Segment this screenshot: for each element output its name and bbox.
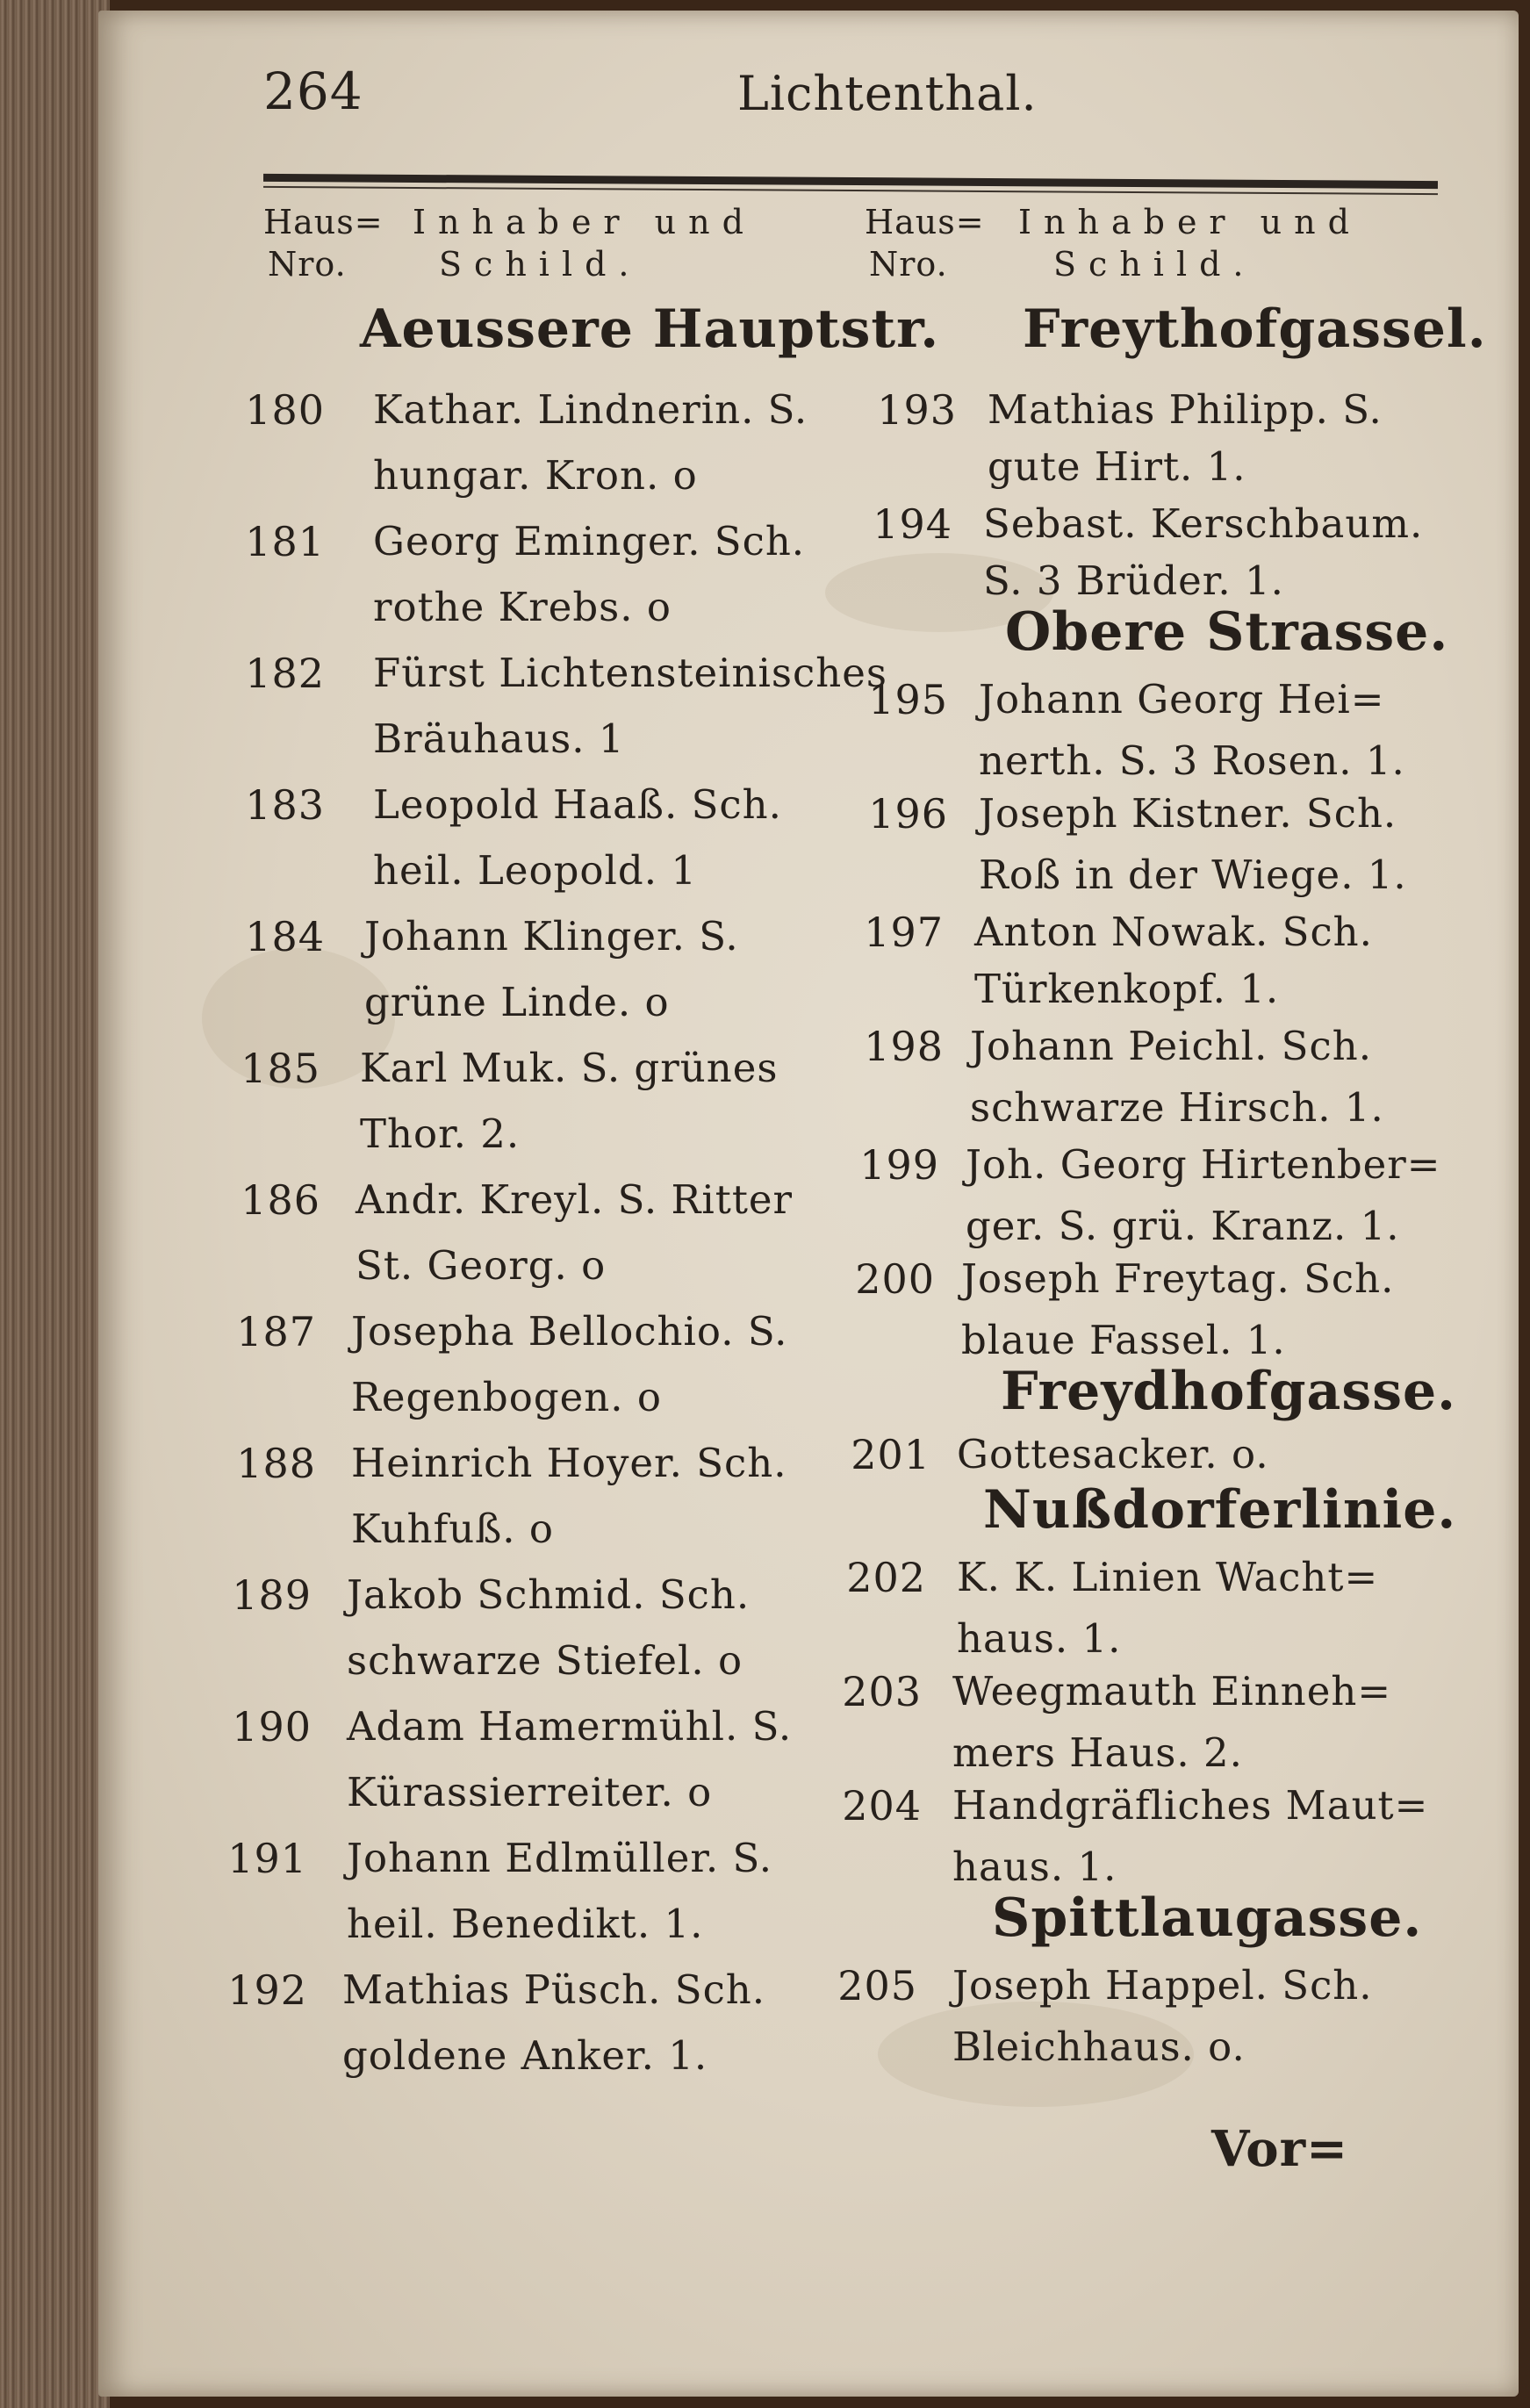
entry-line: Weegmauth Einneh= <box>952 1668 1392 1714</box>
column-header-inhaber: Inhaber und <box>1018 203 1361 241</box>
entry-line: Mathias Püsch. Sch. <box>342 1966 766 2013</box>
house-number: 185 <box>241 1045 320 1092</box>
entry-line: heil. Benedikt. 1. <box>347 1901 704 1947</box>
section-title: Aeussere Hauptstr. <box>360 298 940 360</box>
house-number: 199 <box>859 1141 939 1189</box>
entry-line: Joh. Georg Hirtenber= <box>966 1141 1441 1188</box>
catchword: Vor= <box>1211 2120 1349 2178</box>
entry-line: Josepha Bellochio. S. <box>351 1308 788 1355</box>
house-number: 190 <box>232 1703 312 1750</box>
entry-line: St. Georg. o <box>356 1242 607 1289</box>
entry-line: blaue Fassel. 1. <box>961 1317 1286 1363</box>
house-number: 203 <box>842 1668 922 1715</box>
entry-line: Joseph Freytag. Sch. <box>961 1255 1395 1302</box>
entry-line: Johann Klinger. S. <box>364 913 739 960</box>
page-block-edge <box>0 0 110 2408</box>
entry-line: Bräuhaus. 1 <box>373 715 625 762</box>
entry-line: rothe Krebs. o <box>373 584 672 630</box>
entry-line: Roß in der Wiege. 1. <box>979 852 1407 898</box>
entry-line: Thor. 2. <box>360 1111 521 1157</box>
entry-line: Adam Hamermühl. S. <box>347 1703 793 1750</box>
page-number: 264 <box>263 61 363 121</box>
house-number: 181 <box>245 518 325 565</box>
house-number: 182 <box>245 650 325 697</box>
entry-line: Anton Nowak. Sch. <box>974 909 1373 955</box>
entry-line: Johann Edlmüller. S. <box>347 1835 773 1881</box>
entry-line: Bleichhaus. o. <box>952 2023 1246 2070</box>
house-number: 187 <box>236 1308 316 1355</box>
section-title: Obere Strasse. <box>1005 601 1449 663</box>
entry-line: Kuhfuß. o <box>351 1506 554 1552</box>
entry-line: hungar. Kron. o <box>373 452 698 499</box>
house-number: 198 <box>864 1023 944 1070</box>
entry-line: S. 3 Brüder. 1. <box>983 557 1284 604</box>
house-number: 191 <box>227 1835 307 1882</box>
house-number: 197 <box>864 909 944 956</box>
house-number: 196 <box>868 790 948 837</box>
entry-line: haus. 1. <box>952 1844 1117 1890</box>
house-number: 183 <box>245 781 325 829</box>
entry-line: Joseph Kistner. Sch. <box>979 790 1397 837</box>
entry-line: Handgräfliches Maut= <box>952 1782 1429 1829</box>
house-number: 205 <box>837 1962 917 2009</box>
house-number: 180 <box>245 386 325 434</box>
entry-line: Johann Georg Hei= <box>979 676 1385 722</box>
section-title: Spittlaugasse. <box>992 1887 1423 1949</box>
house-number: 200 <box>855 1255 935 1303</box>
column-header-haus: Haus= <box>865 203 985 241</box>
entry-line: ger. S. grü. Kranz. 1. <box>966 1203 1400 1249</box>
entry-line: Jakob Schmid. Sch. <box>347 1571 751 1618</box>
entry-line: mers Haus. 2. <box>952 1729 1243 1776</box>
section-title: Nußdorferlinie. <box>983 1479 1457 1541</box>
house-number: 184 <box>245 913 325 960</box>
entry-line: Kürassierreiter. o <box>347 1769 713 1815</box>
entry-line: Joseph Happel. Sch. <box>952 1962 1373 2009</box>
entry-line: Georg Eminger. Sch. <box>373 518 806 564</box>
house-number: 193 <box>877 386 957 434</box>
house-number: 201 <box>851 1431 930 1478</box>
house-number: 189 <box>232 1571 312 1619</box>
entry-line: nerth. S. 3 Rosen. 1. <box>979 737 1405 784</box>
entry-line: Mathias Philipp. S. <box>988 386 1383 433</box>
entry-line: haus. 1. <box>957 1615 1122 1662</box>
entry-line: goldene Anker. 1. <box>342 2032 708 2079</box>
column-header-schild: Schild. <box>439 245 642 284</box>
entry-line: grüne Linde. o <box>364 979 670 1025</box>
running-head: Lichtenthal. <box>737 66 1038 121</box>
column-header-schild: Schild. <box>1053 245 1256 284</box>
entry-line: Sebast. Kerschbaum. <box>983 500 1424 547</box>
entry-line: Kathar. Lindnerin. S. <box>373 386 808 433</box>
entry-line: gute Hirt. 1. <box>988 443 1246 490</box>
house-number: 192 <box>227 1966 307 2014</box>
entry-line: schwarze Stiefel. o <box>347 1637 743 1684</box>
entry-line: Gottesacker. o. <box>957 1431 1269 1477</box>
house-number: 195 <box>868 676 948 723</box>
entry-line: Regenbogen. o <box>351 1374 662 1420</box>
entry-line: K. K. Linien Wacht= <box>957 1554 1379 1600</box>
entry-line: Karl Muk. S. grünes <box>360 1045 779 1091</box>
entry-line: Fürst Lichtensteinisches <box>373 650 887 696</box>
section-title: Freythofgassel. <box>1023 298 1487 360</box>
entry-line: Andr. Kreyl. S. Ritter <box>356 1176 794 1223</box>
house-number: 186 <box>241 1176 320 1224</box>
column-header-haus: Haus= <box>263 203 384 241</box>
section-title: Freydhofgasse. <box>1001 1361 1457 1422</box>
house-number: 202 <box>846 1554 926 1601</box>
house-number: 204 <box>842 1782 922 1829</box>
column-header-nro: Nro. <box>268 245 347 284</box>
entry-line: heil. Leopold. 1 <box>373 847 697 894</box>
entry-line: Heinrich Hoyer. Sch. <box>351 1440 787 1486</box>
column-header-nro: Nro. <box>869 245 948 284</box>
house-number: 194 <box>873 500 952 548</box>
entry-line: Türkenkopf. 1. <box>974 966 1280 1012</box>
entry-line: schwarze Hirsch. 1. <box>970 1084 1384 1131</box>
column-header-inhaber: Inhaber und <box>413 203 756 241</box>
entry-line: Leopold Haaß. Sch. <box>373 781 782 828</box>
house-number: 188 <box>236 1440 316 1487</box>
entry-line: Johann Peichl. Sch. <box>970 1023 1372 1069</box>
